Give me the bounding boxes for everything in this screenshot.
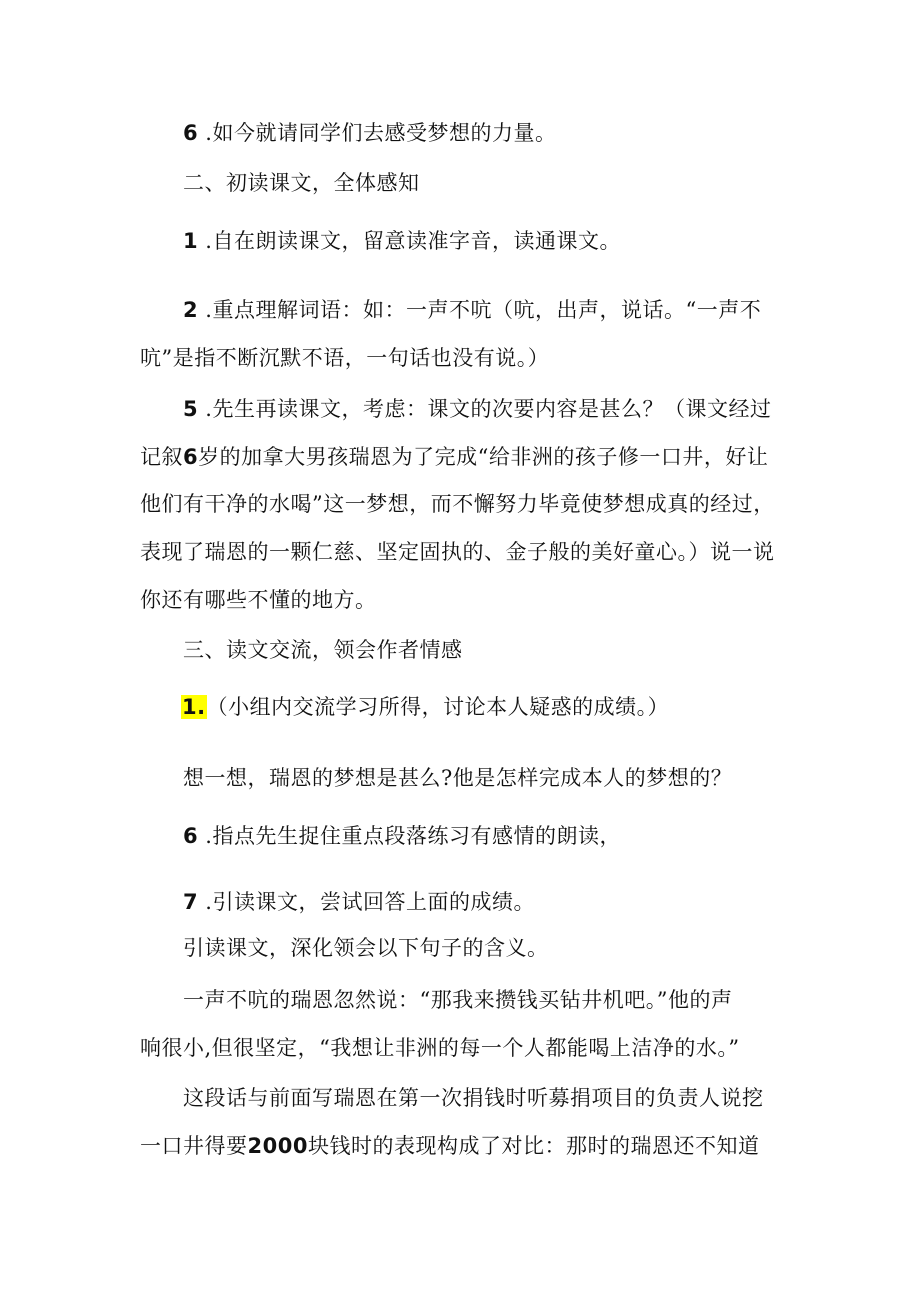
line-text: 响很小,但很坚定，“我想让非洲的每一个人都能喝上洁净的水。” <box>140 1036 740 1060</box>
section-heading-3 <box>183 636 463 664</box>
paragraph-line-10 <box>140 586 377 614</box>
line-text: 二、初读课文，全体感知 <box>183 171 420 195</box>
line-text: 三、读文交流，领会作者情感 <box>183 638 463 662</box>
list-number: 1 <box>183 229 199 253</box>
paragraph-line-14 <box>183 822 621 850</box>
line-text: 吭”是指不断沉默不语，一句话也没有说。） <box>140 346 550 370</box>
line-text: 块钱时的表现构成了对比：那时的瑞恩还不知道 <box>307 1134 760 1158</box>
list-number: 2 <box>183 298 199 322</box>
paragraph-line-20 <box>140 1132 759 1160</box>
section-heading-2 <box>183 169 420 197</box>
highlighted-number: 1. <box>182 695 206 719</box>
paragraph-line-13 <box>183 764 732 792</box>
line-text: 岁的加拿大男孩瑞恩为了完成“给非洲的孩子修一口井，好让 <box>198 445 769 469</box>
paragraph-line-6 <box>183 395 771 423</box>
line-text: .引读课文，尝试回答上面的成绩。 <box>198 890 535 914</box>
paragraph-line-4 <box>183 296 761 324</box>
paragraph-line-15 <box>183 888 535 916</box>
line-text-pre: 记叙 <box>140 445 183 469</box>
paragraph-line-16 <box>183 934 549 962</box>
line-text: .如今就请同学们去感受梦想的力量。 <box>198 121 557 145</box>
line-text: 这段话与前面写瑞恩在第一次捐钱时听募捐项目的负责人说挖 <box>183 1086 764 1110</box>
list-number: 6 <box>183 824 199 848</box>
list-number: 6 <box>183 121 199 145</box>
line-text: .指点先生捉住重点段落练习有感情的朗读， <box>198 824 621 848</box>
inline-number: 6 <box>183 445 199 469</box>
line-text: .重点理解词语：如：一声不吭（吭，出声，说话。“一声不 <box>198 298 762 322</box>
line-text: 你还有哪些不懂的地方。 <box>140 588 377 612</box>
paragraph-line-19 <box>183 1084 764 1112</box>
line-text: 他们有干净的水喝”这一梦想，而不懈努力毕竟使梦想成真的经过， <box>140 492 775 516</box>
list-number: 5 <box>183 397 199 421</box>
paragraph-line-18 <box>140 1034 740 1062</box>
line-text: 表现了瑞恩的一颗仁慈、坚定固执的、金子般的美好童心。）说一说 <box>140 540 775 564</box>
line-text: （小组内交流学习所得，讨论本人疑惑的成绩。） <box>206 695 670 719</box>
paragraph-line-12 <box>181 693 669 721</box>
line-text: .先生再读课文，考虑：课文的次要内容是甚么？（课文经过 <box>198 397 772 421</box>
paragraph-line-8 <box>140 490 775 518</box>
list-number: 7 <box>183 890 199 914</box>
paragraph-line-9 <box>140 538 775 566</box>
line-text-pre: 一口井得要 <box>140 1134 248 1158</box>
line-text: 一声不吭的瑞恩忽然说：“那我来攒钱买钻井机吧。”他的声 <box>183 988 733 1012</box>
paragraph-line-1 <box>183 119 556 147</box>
line-text: .自在朗读课文，留意读准字音，读通课文。 <box>198 229 621 253</box>
paragraph-line-7 <box>140 443 768 471</box>
inline-number: 2000 <box>247 1134 308 1158</box>
paragraph-line-3 <box>183 227 621 255</box>
line-text: 引读课文，深化领会以下句子的含义。 <box>183 936 549 960</box>
paragraph-line-17 <box>183 986 732 1014</box>
paragraph-line-5 <box>140 344 549 372</box>
line-text: 想一想，瑞恩的梦想是甚么?他是怎样完成本人的梦想的？ <box>183 766 733 790</box>
